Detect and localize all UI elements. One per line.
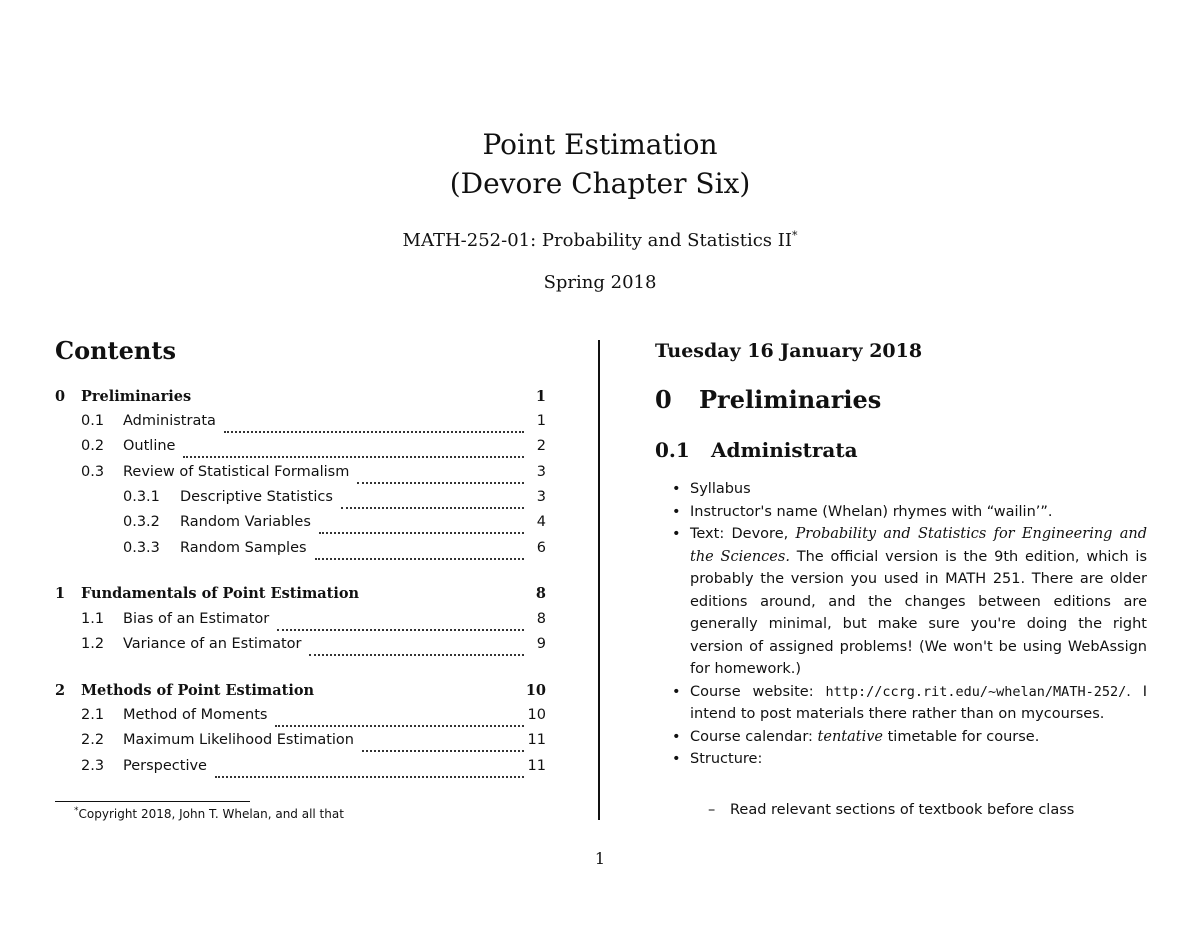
toc-entry[interactable] <box>55 388 546 410</box>
toc-entry[interactable] <box>55 489 546 511</box>
toc-leader <box>362 736 524 752</box>
toc-page: 1 <box>535 388 546 405</box>
toc-label: Perspective <box>123 758 207 774</box>
bullet-list <box>672 478 1147 771</box>
toc-label: Variance of an Estimator <box>123 636 302 652</box>
toc-page: 10 <box>525 682 546 699</box>
toc-label: Descriptive Statistics <box>180 489 333 505</box>
list-item <box>672 726 1147 749</box>
text-run: . I intend to post materials there rather than on mycourses. <box>690 683 1147 722</box>
dash-icon: – <box>708 802 716 818</box>
text-run: The official version is the 9th edition, which is probably the version you used in MATH 251. There are older editions around, and the changes between editions are generally minimal, but make sure you're doing the right version of assigned problems! (We won't be using WebAssign for homework.) <box>690 548 1147 677</box>
contents-heading: Contents <box>55 336 176 365</box>
section-heading <box>655 385 881 414</box>
toc-leader <box>277 615 524 631</box>
toc-number: 2.2 <box>81 732 105 748</box>
text-run: Course calendar: <box>690 728 818 745</box>
list-item <box>672 478 1147 501</box>
toc-entry[interactable] <box>55 611 546 633</box>
document-subtitle: (Devore Chapter Six) <box>449 167 751 200</box>
toc-label: Maximum Likelihood Estimation <box>123 732 354 748</box>
text-run: Text: Devore, <box>690 526 796 542</box>
section-number: 0 <box>655 385 672 414</box>
toc-leader <box>319 518 524 534</box>
term: Spring 2018 <box>543 272 657 293</box>
toc-page: 2 <box>536 438 546 454</box>
toc-leader <box>183 442 524 458</box>
toc-page: 6 <box>536 540 546 556</box>
toc-number: 2.3 <box>81 758 105 774</box>
bullet-icon: • <box>672 728 681 745</box>
toc-entry[interactable] <box>55 413 546 435</box>
document-title: Point Estimation <box>482 128 718 161</box>
footnote <box>74 806 344 821</box>
toc-label: Random Samples <box>180 540 307 556</box>
toc-page: 8 <box>535 585 546 602</box>
toc-entry[interactable] <box>55 514 546 536</box>
toc-page: 11 <box>527 758 546 774</box>
toc-number: 0.1 <box>81 413 105 429</box>
toc-entry[interactable] <box>55 758 546 780</box>
toc-label: Random Variables <box>180 514 311 530</box>
bullet-icon: • <box>672 751 681 767</box>
list-item-text <box>690 681 1147 726</box>
toc-entry[interactable] <box>55 636 546 658</box>
toc-number: 0.2 <box>81 438 105 454</box>
toc-leader <box>224 417 524 433</box>
bullet-icon: • <box>672 481 681 497</box>
toc-entry[interactable] <box>55 464 546 486</box>
toc-label: Review of Statistical Formalism <box>123 464 350 480</box>
toc-entry[interactable] <box>55 438 546 460</box>
toc-label: Preliminaries <box>81 388 192 405</box>
toc-label: Methods of Point Estimation <box>81 682 315 699</box>
bullet-icon: • <box>672 503 681 520</box>
toc-label: Method of Moments <box>123 707 268 723</box>
toc-page: 11 <box>527 732 546 748</box>
toc-page: 3 <box>536 464 546 480</box>
toc-page: 4 <box>536 514 546 530</box>
toc-entry[interactable] <box>55 707 546 729</box>
footnote-text: Copyright 2018, John T. Whelan, and all that <box>78 807 344 821</box>
lecture-date: Tuesday 16 January 2018 <box>655 340 923 362</box>
course-website-link[interactable]: http://ccrg.rit.edu/~whelan/MATH-252/ <box>825 683 1127 700</box>
subsection-number: 0.1 <box>655 438 690 462</box>
list-item <box>672 523 1147 681</box>
list-item <box>672 681 1147 726</box>
subsection-title: Administrata <box>711 438 858 462</box>
list-item-text: Syllabus <box>690 481 751 497</box>
toc-leader <box>315 544 524 560</box>
toc-number: 1.2 <box>81 636 105 652</box>
text-run: Course website: <box>690 683 826 700</box>
toc-page: 8 <box>536 611 546 627</box>
toc-leader <box>275 711 524 727</box>
sub-list-item-text: Read relevant sections of textbook before class <box>730 802 1075 818</box>
toc-leader <box>357 468 524 484</box>
toc-number: 0.3.2 <box>123 514 160 530</box>
toc-page: 3 <box>536 489 546 505</box>
section-title: Preliminaries <box>699 385 882 414</box>
list-item <box>672 501 1147 524</box>
toc-number: 0.3.1 <box>123 489 160 505</box>
page-number: 1 <box>594 849 606 868</box>
footnote-mark: * <box>74 806 79 816</box>
toc-entry[interactable] <box>55 682 546 704</box>
toc-page: 10 <box>527 707 546 723</box>
list-item-text <box>690 523 1147 681</box>
toc-number: 2.1 <box>81 707 105 723</box>
emphasis: tentative <box>817 728 883 745</box>
toc-entry[interactable] <box>55 540 546 562</box>
course-line <box>0 229 1200 251</box>
toc-label: Fundamentals of Point Estimation <box>81 585 360 602</box>
toc-leader <box>341 493 524 509</box>
list-item-text <box>690 726 1147 749</box>
course-name: MATH-252-01: Probability and Statistics II <box>402 230 792 251</box>
book-title: Probability and Statistics for Engineering and the Sciences. <box>690 526 1148 565</box>
toc-number: 1.1 <box>81 611 105 627</box>
toc-page: 9 <box>536 636 546 652</box>
toc-number: 0.3.3 <box>123 540 160 556</box>
toc-leader <box>309 640 524 656</box>
toc-number: 0.3 <box>81 464 105 480</box>
bullet-icon: • <box>672 683 681 700</box>
toc-leader <box>215 762 524 778</box>
toc-number: 0 <box>55 388 66 405</box>
text-run: timetable for course. <box>883 728 1040 745</box>
sub-list-item <box>708 802 1074 818</box>
bullet-icon: • <box>672 526 681 542</box>
toc-label: Outline <box>123 438 176 454</box>
toc-number: 1 <box>55 585 66 602</box>
footnote-mark: * <box>791 229 798 242</box>
list-item <box>672 748 1147 771</box>
subsection-heading <box>655 438 858 462</box>
footnote-rule <box>55 801 250 802</box>
toc-page: 1 <box>536 413 546 429</box>
toc-entry[interactable] <box>55 732 546 754</box>
toc-label: Bias of an Estimator <box>123 611 270 627</box>
toc-number: 2 <box>55 682 66 699</box>
toc-entry[interactable] <box>55 585 546 607</box>
column-divider <box>598 340 600 820</box>
list-item-text: Instructor's name (Whelan) rhymes with “wailin’”. <box>690 503 1053 520</box>
toc-label: Administrata <box>123 413 216 429</box>
list-item-text: Structure: <box>690 751 763 767</box>
